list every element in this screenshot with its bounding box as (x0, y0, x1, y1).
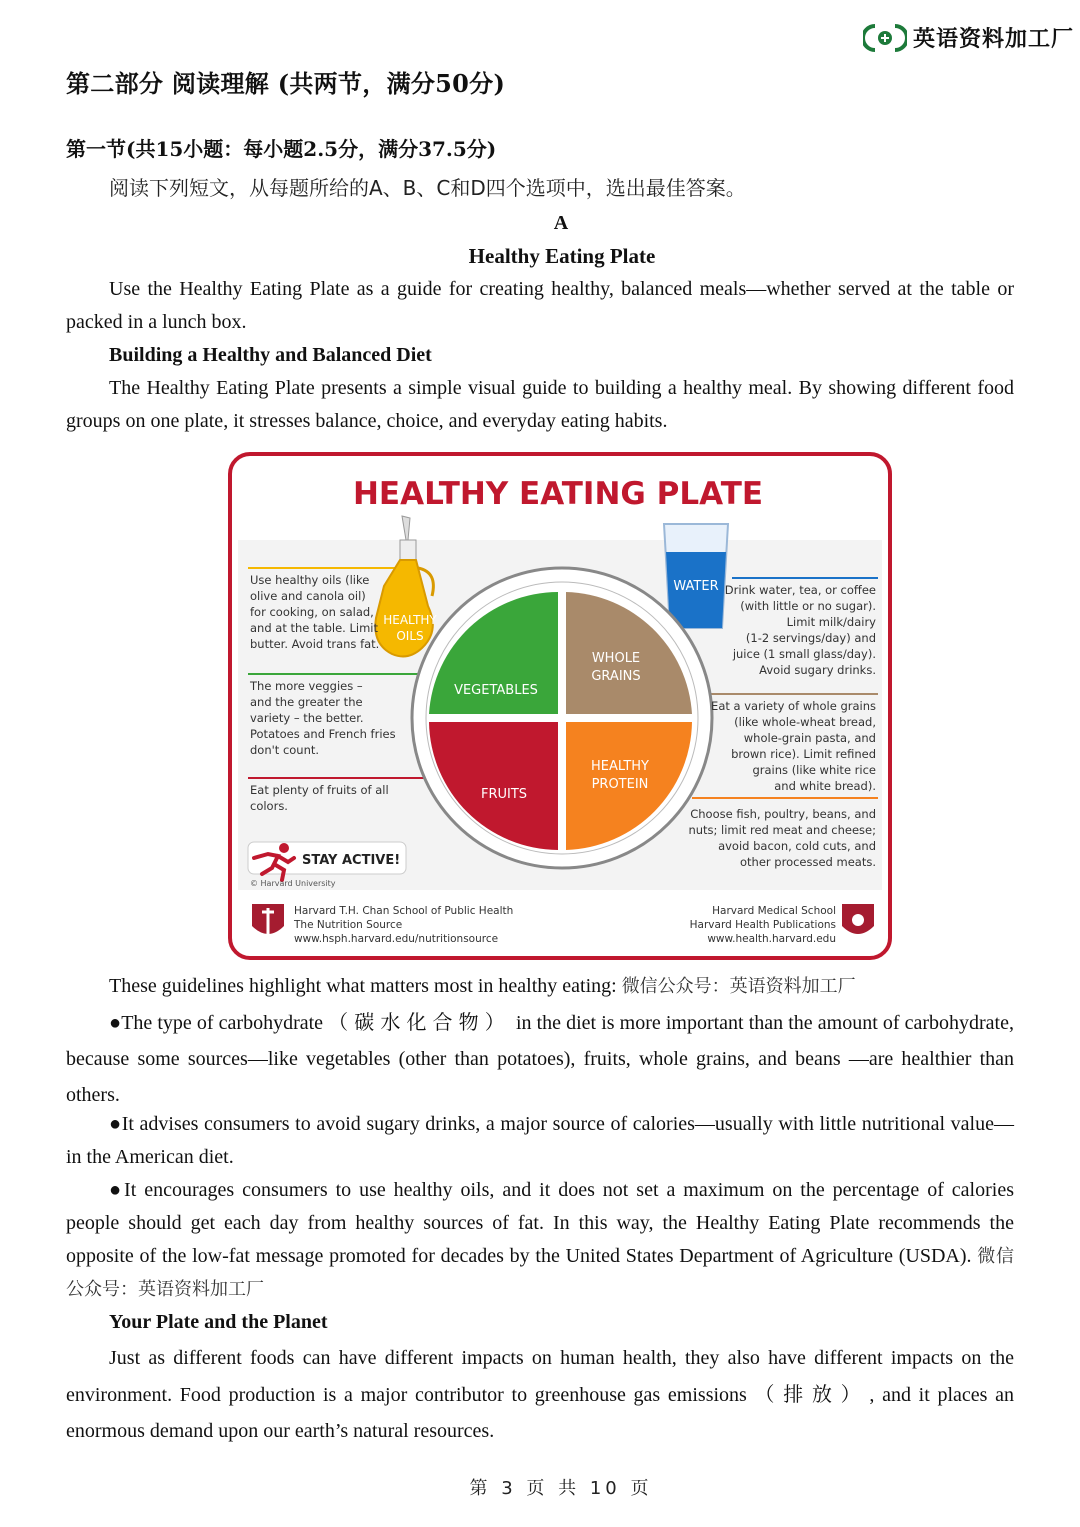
water-note-line: (with little or no sugar). (740, 599, 876, 613)
grains-label-1: WHOLE (591, 651, 641, 666)
copyright-text: © Harvard University (250, 879, 336, 888)
brand-emblem-icon (863, 23, 907, 53)
veg-note-line: don't count. (250, 743, 320, 757)
plate-chart (412, 568, 712, 868)
grain-note-line: Eat a variety of whole grains (711, 699, 876, 713)
protein-label-2: PROTEIN (591, 777, 649, 792)
watermark-text: 微信公众号：英语资料加工厂 (621, 976, 856, 997)
healthy-eating-plate-infographic (228, 452, 892, 960)
bullet-1-text-a: The type of carbohydrate (121, 1012, 329, 1034)
part-heading: 第二部分 阅读理解 (共两节，满分50分) (66, 69, 506, 98)
veg-note-line: The more veggies – (250, 679, 363, 693)
oil-label-1: HEALTHY (383, 613, 437, 627)
water-label: WATER (673, 579, 719, 594)
veg-note-line: Potatoes and French fries (250, 727, 396, 741)
water-note-line: (1-2 servings/day) and (745, 631, 876, 645)
heading-planet: Your Plate and the Planet (109, 1311, 328, 1333)
planet-text-b: , and it places an enormous demand upon our earth’s natural resources. (66, 1384, 1015, 1442)
info-title: HEALTHY EATING PLATE (352, 476, 764, 512)
veg-note-line: variety – the better. (250, 711, 364, 725)
guidelines-intro: These guidelines highlight what matters most in healthy eating: (109, 975, 617, 997)
protein-note-line: Choose fish, poultry, beans, and (690, 807, 876, 821)
bullet-2-text: It advises consumers to avoid sugary drinks, a major source of calories—usually with little nutritional value— in the American diet. (66, 1113, 1014, 1168)
section-heading: 第一节(共15小题：每小题2.5分，满分37.5分) (66, 137, 497, 161)
protein-note-line: avoid bacon, cold cuts, and (718, 839, 876, 853)
left-org-line: The Nutrition Source (294, 919, 403, 931)
water-note-line: Drink water, tea, or coffee (724, 583, 876, 597)
passage-label: A (553, 212, 569, 234)
watermark-text-2: 微信公众号：英语资料加工厂 (66, 1246, 1015, 1300)
intro-paragraph: Use the Healthy Eating Plate as a guide for creating healthy, balanced meals—whether served at the table or packed in a lunch box. (66, 278, 1014, 333)
grain-note-line: whole-grain pasta, and (743, 731, 876, 745)
guidelines-intro-line (66, 970, 1014, 1003)
grain-note-line: brown rice). Limit refined (731, 747, 876, 761)
planet-cjk: （排放） (754, 1382, 870, 1406)
water-note-line: Limit milk/dairy (786, 615, 876, 629)
instruction: 阅读下列短文，从每题所给的A、B、C和D四个选项中，选出最佳答案。 (109, 176, 746, 200)
water-note-line: juice (1 small glass/day). (732, 647, 876, 661)
grain-note-line: (like whole-wheat bread, (734, 715, 876, 729)
planet-text-a: Just as different foods can have different impacts on human health, they also have different impacts on the environment. Food production is a major contributor to greenhouse gas emissions (66, 1347, 1014, 1406)
protein-note-line: other processed meats. (740, 855, 876, 869)
planet-paragraph (66, 1340, 1014, 1449)
bullet-3-text: It encourages consumers to use healthy oils, and it does not set a maximum on the percentage of calories people should get each day from healthy sources of fat. In this way, the Healthy Eating Plate recommends the opposite of the low-fat message promoted for decades by the United States Department of Agriculture (USDA). (66, 1179, 1014, 1267)
protein-label-1: HEALTHY (591, 759, 649, 774)
left-org-line: Harvard T.H. Chan School of Public Health (294, 905, 514, 917)
bullet-item-1: ●The type of carbohydrate （碳水化合物） in the diet is more important than the amount of carbohydrate, because some sources—like vegetables (other than potatoes), fruits, whole grains, and beans —are healthier than others. (66, 1010, 1014, 1106)
fruits-label: FRUITS (480, 787, 528, 802)
grains-label-2: GRAINS (591, 669, 641, 684)
vegetables-label: VEGETABLES (454, 683, 538, 698)
right-org-line: Harvard Medical School (712, 905, 836, 917)
fruit-note-line: Eat plenty of fruits of all (250, 783, 389, 797)
bullet-item-3: ●It encourages consumers to use healthy oils, and it does not set a maximum on the percentage of calories people should get each day from healthy sources of fat. In this way, the Healthy Eating Plate recommends the opposite of the low-fat message promoted for decades by the United States Department of Agriculture (USDA). 微信公众号：英语资料加工厂 (66, 1179, 1015, 1300)
fruit-note-line: colors. (250, 799, 288, 813)
bullet-1-cjk: （碳水化合物） (328, 1010, 511, 1034)
building-paragraph: The Healthy Eating Plate presents a simple visual guide to building a healthy meal. By showing different food groups on one plate, it stresses balance, choice, and everyday eating habits. (66, 377, 1014, 432)
infographic-svg (232, 456, 888, 956)
brand-name: 英语资料加工厂 (912, 27, 1074, 52)
bullet-item-2: ●It advises consumers to avoid sugary drinks, a major source of calories—usually with little nutritional value— in the American diet. (66, 1113, 1014, 1168)
page-footer: 第 3 页 共 10 页 (469, 1478, 653, 1499)
right-org-line: Harvard Health Publications (689, 919, 836, 931)
protein-note-line: nuts; limit red meat and cheese; (688, 823, 876, 837)
oil-note-line: Use healthy oils (like (250, 573, 370, 587)
oil-note-line: and at the table. Limit (250, 621, 378, 635)
passage-title: Healthy Eating Plate (468, 244, 656, 268)
water-glass-icon (664, 524, 728, 628)
harvard-medical-shield-icon (842, 904, 874, 934)
grain-note-line: grains (like white rice (752, 763, 876, 777)
left-org-line: www.hsph.harvard.edu/nutritionsource (294, 933, 499, 945)
veg-note-line: and the greater the (250, 695, 363, 709)
grain-note-line: and white bread). (774, 779, 876, 793)
right-org-line: www.health.harvard.edu (707, 933, 836, 945)
oil-note-line: olive and canola oil) (250, 589, 366, 603)
harvard-shield-icon (252, 904, 284, 934)
water-note-line: Avoid sugary drinks. (759, 663, 876, 677)
oil-label-2: OILS (396, 629, 424, 643)
oil-note-line: butter. Avoid trans fat. (250, 637, 380, 651)
bullet-1-text-b: in the diet is more important than the amount of carbohydrate, because some sources—like vegetables (other than potatoes), fruits, whole grains, and beans —are healthier than others. (66, 1012, 1014, 1106)
oil-note-line: for cooking, on salad, (250, 605, 374, 619)
brand-logo (863, 22, 1074, 53)
stay-active-text: STAY ACTIVE! (302, 853, 401, 868)
heading-building: Building a Healthy and Balanced Diet (109, 344, 432, 366)
